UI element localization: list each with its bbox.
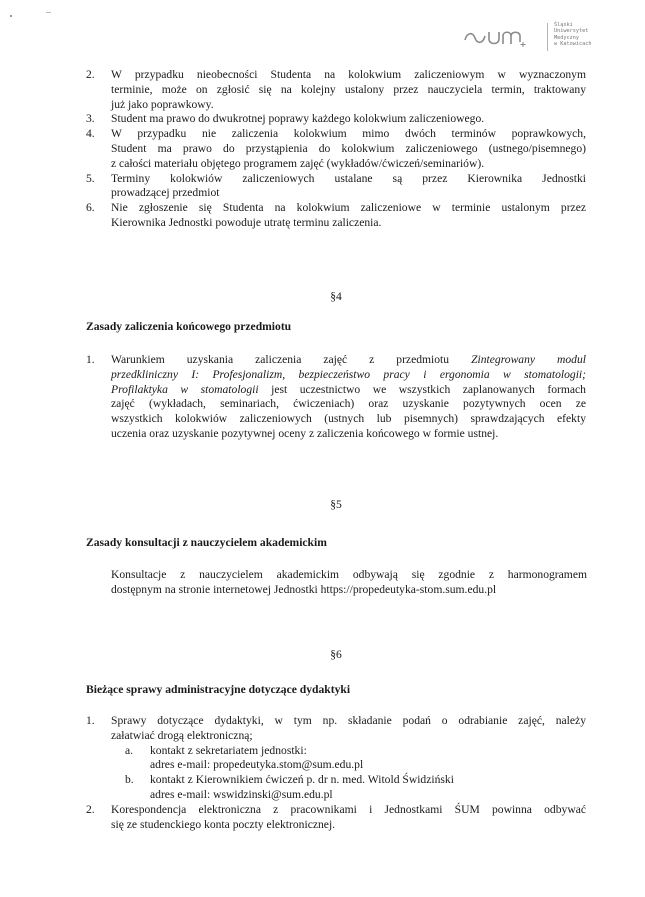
- text-line: zajęć (wykładach, seminariach, ćwiczeniach) oraz uzyskanie pozytywnych ocen ze: [111, 397, 586, 411]
- list-item: [86, 68, 586, 112]
- list-item: [86, 201, 586, 231]
- section6-list: [86, 714, 586, 832]
- list-item: [86, 127, 586, 171]
- text-line: Student ma prawo do przystąpienia do kolokwium zaliczeniowego (ustnego/pisemnego): [111, 141, 586, 155]
- list-item: [86, 353, 586, 442]
- email-line: adres e-mail: propedeutyka.stom@sum.edu.pl: [150, 758, 364, 772]
- section-title: Zasady zaliczenia końcowego przedmiotu: [86, 320, 292, 333]
- list-number: 6.: [86, 201, 95, 215]
- logo-text-line: Medyczny: [554, 34, 579, 41]
- list-item: [86, 172, 586, 202]
- email-line: adres e-mail: wswidzinski@sum.edu.pl: [150, 787, 333, 801]
- text-line: Korespondencja elektroniczna z pracownikami i Jednostkami ŚUM powinna odbywać: [111, 802, 586, 816]
- list-number: 1.: [86, 353, 95, 366]
- section4-list: [86, 353, 586, 442]
- list-item: [86, 112, 586, 127]
- list-item: [86, 714, 586, 803]
- logo-text-line: Śląski: [554, 22, 573, 28]
- sub-list-item: [125, 773, 586, 803]
- list-letter: b.: [125, 773, 134, 787]
- section-title: Zasady konsultacji z nauczycielem akademickim: [86, 536, 327, 549]
- section-title: Bieżące sprawy administracyjne dotyczące dydaktyki: [86, 683, 351, 696]
- logo-text: [554, 22, 591, 48]
- logo-text-line: Uniwersytet: [554, 28, 589, 35]
- university-logo: [463, 22, 603, 52]
- text-line: załatwiać drogą elektroniczną;: [111, 728, 253, 742]
- section-number: §6: [330, 648, 342, 661]
- list-number: 5.: [86, 171, 95, 185]
- text-line: uczenia oraz uzyskanie pozytywnej oceny z zaliczenia końcowego w formie ustnej.: [111, 426, 499, 440]
- logo-divider: [547, 23, 548, 51]
- section-number: §4: [330, 290, 342, 303]
- list-item: [86, 803, 586, 833]
- text-line: prowadzącej przedmiot: [111, 186, 220, 200]
- text-line: wszystkich kolokwiów zaliczeniowych (ustnych lub pisemnych) sprawdzających efekty: [111, 412, 586, 426]
- text-line: W przypadku nieobecności Studenta na kolokwium zaliczeniowym w wyznaczonym: [111, 68, 586, 81]
- text-line: Student ma prawo do dwukrotnej poprawy każdego kolokwium zaliczeniowego.: [111, 112, 485, 126]
- text-line: terminie, może on zgłosić się na kolejny ustalony przez nauczyciela termin, traktowany: [111, 82, 586, 96]
- text-line: Terminy kolokwiów zaliczeniowych ustalane są przez Kierownika Jednostki: [111, 171, 586, 185]
- text-line: [111, 368, 586, 383]
- list-letter: a.: [125, 743, 134, 757]
- scan-speck: [10, 15, 12, 17]
- text-line: dostępnym na stronie internetowej Jednostki https://propedeutyka-stom.sum.edu.pl: [111, 582, 497, 596]
- text-line: już jako poprawkowy.: [111, 97, 214, 111]
- text-line: [111, 353, 586, 368]
- list-number: 1.: [86, 714, 95, 727]
- course-name: przedkliniczny I: Profesjonalizm, bezpieczeństwo pracy i ergonomia w stomatologii;: [111, 367, 586, 381]
- text-line: Kierownika Jednostki powoduje utratę terminu zaliczenia.: [111, 215, 382, 229]
- sum-logo-icon: [463, 26, 533, 48]
- text-line: się ze studenckiego konta poczty elektronicznej.: [111, 817, 336, 831]
- logo-text-line: w Katowicach: [554, 41, 592, 48]
- text-line: kontakt z Kierownikiem ćwiczeń p. dr n. med. Witold Świdziński: [150, 773, 454, 787]
- scan-speck: [46, 12, 51, 13]
- text-plain: jest uczestnictwo we wszystkich zaplanowanych formach: [271, 382, 586, 396]
- course-name: Zintegrowany modul: [471, 353, 586, 366]
- sub-list-item: [125, 744, 586, 774]
- list-number: 2.: [86, 802, 95, 816]
- list-number: 3.: [86, 112, 95, 126]
- consultation-paragraph: [111, 568, 587, 598]
- section3-list: [86, 68, 586, 231]
- text-line: Nie zgłoszenie się Studenta na kolokwium zaliczeniowe w terminie ustalonym przez: [111, 201, 586, 215]
- text-line: Sprawy dotyczące dydaktyki, w tym np. składanie podań o odrabianie zajęć, należy: [111, 714, 586, 727]
- text-line: [111, 383, 586, 398]
- text-line: z całości materiału objętego programem zajęć (wykładów/ćwiczeń/seminariów).: [111, 156, 485, 170]
- list-number: 4.: [86, 127, 95, 141]
- text-line: kontakt z sekretariatem jednostki:: [150, 743, 307, 757]
- section-number: §5: [330, 498, 342, 511]
- text-line: Konsultacje z nauczycielem akademickim odbywają się zgodnie z harmonogramem: [111, 568, 587, 581]
- text-plain: Warunkiem uzyskania zaliczenia zajęć z przedmiotu: [111, 353, 450, 366]
- list-number: 2.: [86, 68, 95, 81]
- text-line: W przypadku nie zaliczenia kolokwium mimo dwóch terminów poprawkowych,: [111, 127, 586, 141]
- course-name: Profilaktyka w stomatologii: [111, 382, 259, 396]
